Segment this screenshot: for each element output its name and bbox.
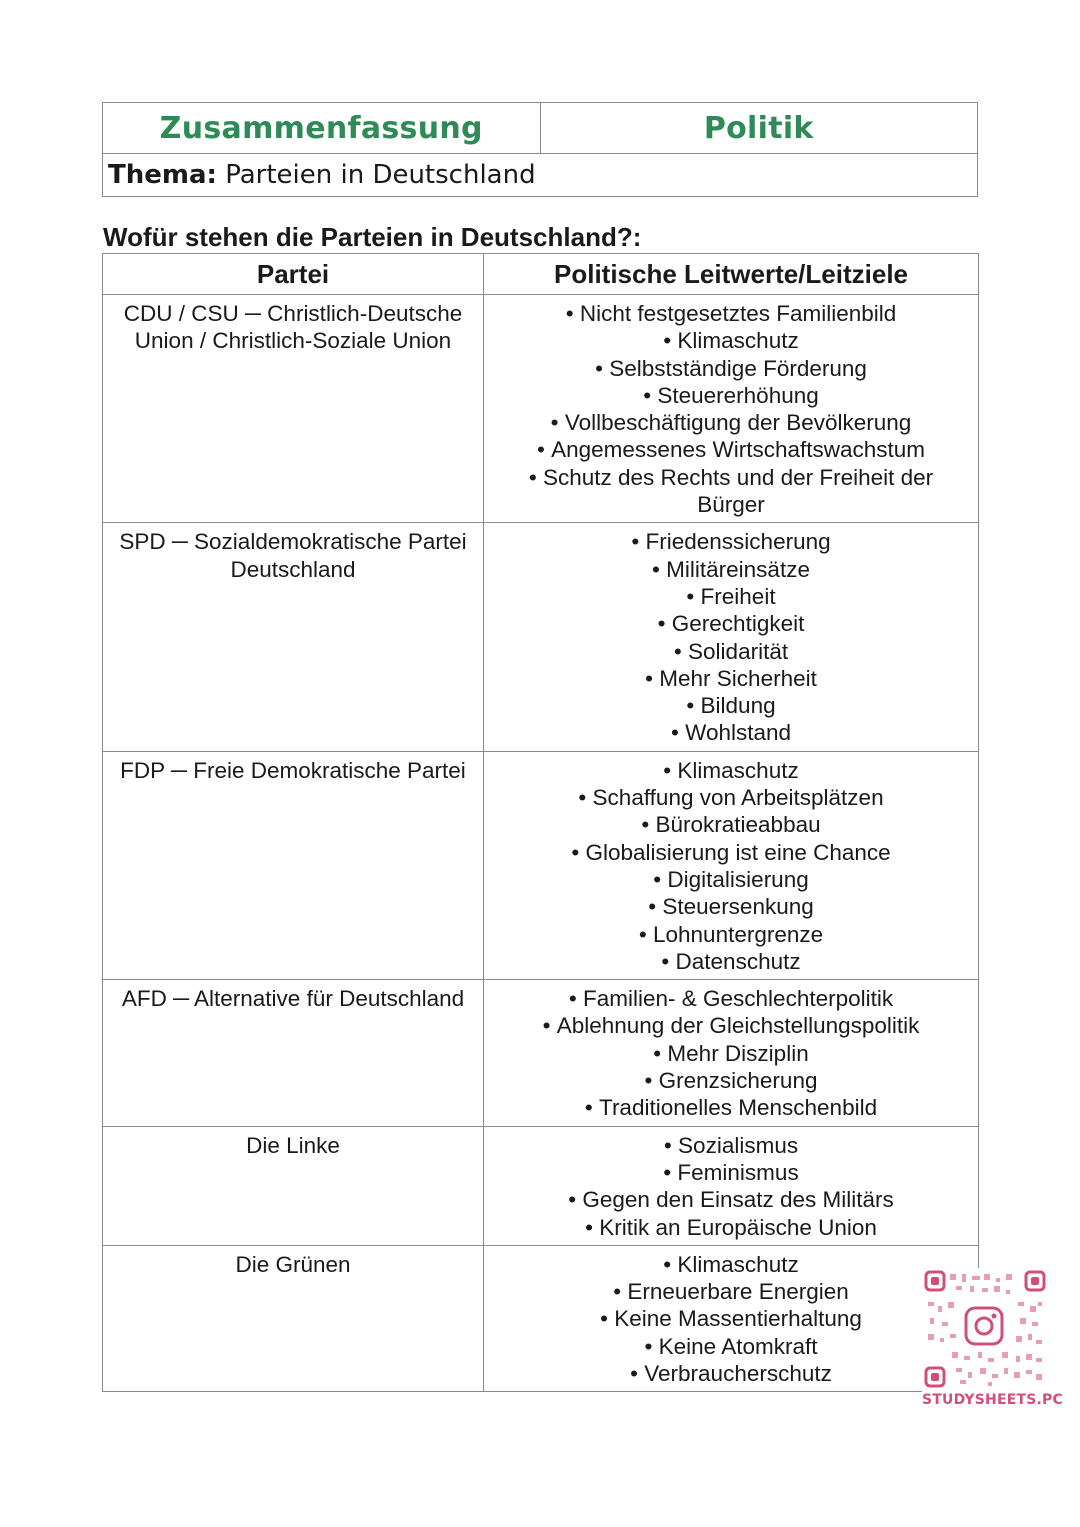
goal-item: • Militäreinsätze xyxy=(508,556,954,583)
table-row xyxy=(103,751,979,979)
goal-item: • Keine Massentierhaltung xyxy=(508,1305,954,1332)
goal-item: • Datenschutz xyxy=(508,948,954,975)
goal-item: • Familien- & Geschlechterpolitik xyxy=(508,985,954,1012)
brand-watermark-text: STUDYSHEETS.PC xyxy=(922,1392,1063,1408)
goal-item: • Erneuerbare Energien xyxy=(508,1278,954,1305)
goal-item: • Steuersenkung xyxy=(508,893,954,920)
goal-item: • Selbstständige Förderung xyxy=(508,355,954,382)
goals-cell xyxy=(484,1245,979,1391)
party-cell xyxy=(103,295,484,523)
goal-item: • Steuererhöhung xyxy=(508,382,954,409)
goal-item: • Angemessenes Wirtschaftswachstum xyxy=(508,436,954,463)
goal-item: • Bürokratieabbau xyxy=(508,811,954,838)
goal-item: • Klimaschutz xyxy=(508,327,954,354)
table-row xyxy=(103,980,979,1126)
table-row xyxy=(103,1126,979,1245)
goal-item: • Klimaschutz xyxy=(508,757,954,784)
topic-value: Parteien in Deutschland xyxy=(225,160,536,190)
subject-title: Politik xyxy=(540,103,978,154)
goal-item: • Friedenssicherung xyxy=(508,528,954,555)
goal-item: • Wohlstand xyxy=(508,719,954,746)
section-question: Wofür stehen die Parteien in Deutschland?: xyxy=(103,222,642,252)
goal-item: • Solidarität xyxy=(508,638,954,665)
party-name-line: Die Grünen xyxy=(235,1251,351,1277)
party-name-line: Union / Christlich-Soziale Union xyxy=(134,328,452,354)
party-name-line: Deutschland xyxy=(230,556,356,582)
goal-item: • Gerechtigkeit xyxy=(508,610,954,637)
goals-list xyxy=(488,985,974,1121)
goal-item: • Klimaschutz xyxy=(508,1251,954,1278)
goal-item: • Nicht festgesetztes Familienbild xyxy=(508,300,954,327)
party-name-line: AFD ─ Alternative für Deutschland xyxy=(121,986,465,1012)
goals-list xyxy=(488,300,974,518)
party-cell xyxy=(103,523,484,751)
instagram-qr-code-icon xyxy=(922,1268,1048,1390)
goals-list xyxy=(488,1132,974,1241)
summary-title: Zusammenfassung xyxy=(103,103,541,154)
goals-list xyxy=(488,528,974,746)
goals-cell xyxy=(484,523,979,751)
party-name-line: FDP ─ Freie Demokratische Partei xyxy=(120,757,466,783)
goal-item: • Keine Atomkraft xyxy=(508,1333,954,1360)
goal-item: • Lohnuntergrenze xyxy=(508,921,954,948)
table-row xyxy=(103,1245,979,1391)
goal-item: • Bildung xyxy=(508,692,954,719)
goal-item: • Grenzsicherung xyxy=(508,1067,954,1094)
goal-item: • Freiheit xyxy=(508,583,954,610)
goal-item: • Kritik an Europäische Union xyxy=(508,1214,954,1241)
goal-item: • Vollbeschäftigung der Bevölkerung xyxy=(508,409,954,436)
watermark xyxy=(922,1268,1063,1416)
party-cell xyxy=(103,1245,484,1391)
party-name-line: CDU / CSU ─ Christlich-Deutsche xyxy=(123,301,463,326)
party-cell xyxy=(103,980,484,1126)
topic-label: Thema: xyxy=(108,160,217,190)
header-table xyxy=(102,102,978,197)
goal-item: • Feminismus xyxy=(508,1159,954,1186)
goals-list xyxy=(488,757,974,975)
goal-item: • Globalisierung ist eine Chance xyxy=(508,839,954,866)
goal-item: • Digitalisierung xyxy=(508,866,954,893)
party-cell xyxy=(103,751,484,979)
goal-item: • Schaffung von Arbeitsplätzen xyxy=(508,784,954,811)
table-row xyxy=(103,295,979,523)
goal-item: • Schutz des Rechts und der Freiheit der Bürger xyxy=(508,464,954,519)
parties-table xyxy=(102,253,979,1392)
goal-item: • Sozialismus xyxy=(508,1132,954,1159)
goal-item: • Gegen den Einsatz des Militärs xyxy=(508,1186,954,1213)
goal-item: • Verbraucherschutz xyxy=(508,1360,954,1387)
goals-list xyxy=(488,1251,974,1387)
column-header-goals: Politische Leitwerte/Leitziele xyxy=(484,254,979,295)
goals-cell xyxy=(484,1126,979,1245)
table-row xyxy=(103,523,979,751)
party-name-line: SPD ─ Sozialdemokratische Partei xyxy=(119,529,467,555)
party-name-line: Die Linke xyxy=(246,1132,340,1158)
topic-line xyxy=(103,154,978,197)
goal-item: • Ablehnung der Gleichstellungspolitik xyxy=(508,1012,954,1039)
party-cell xyxy=(103,1126,484,1245)
goals-cell xyxy=(484,295,979,523)
table-body xyxy=(103,295,979,1392)
goals-cell xyxy=(484,980,979,1126)
column-header-party: Partei xyxy=(103,254,484,295)
goal-item: • Mehr Disziplin xyxy=(508,1040,954,1067)
goals-cell xyxy=(484,751,979,979)
goal-item: • Traditionelles Menschenbild xyxy=(508,1094,954,1121)
goal-item: • Mehr Sicherheit xyxy=(508,665,954,692)
table-header-row xyxy=(103,254,979,295)
